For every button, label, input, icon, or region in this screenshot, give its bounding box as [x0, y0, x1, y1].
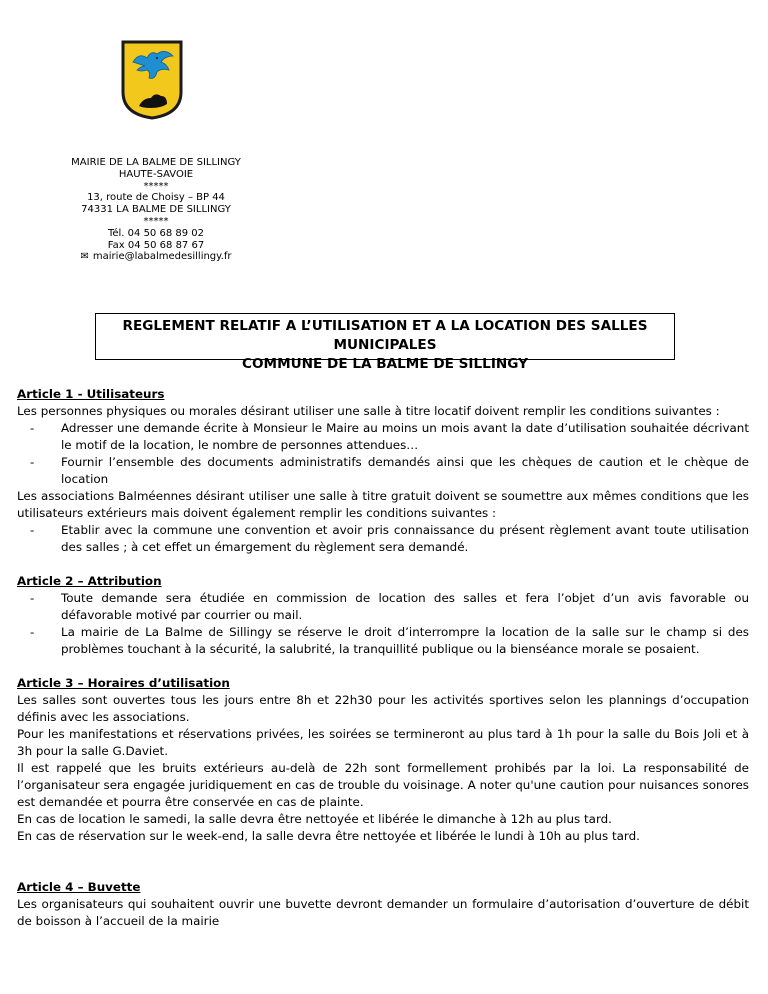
article-3-paragraph: En cas de location le samedi, la salle devra être nettoyée et libérée le dimanche à 12h au plus tard.	[17, 812, 612, 826]
article-2-title: Article 2 – Attribution	[17, 574, 162, 588]
header-email-row	[50, 251, 262, 263]
article-3-paragraph: Les salles sont ouvertes tous les jours entre 8h et 22h30 pour les activités sportives selon les plannings d’occupation définis avec les associations.	[17, 693, 749, 724]
article-1-intro: Les personnes physiques ou morales désirant utiliser une salle à titre locatif doivent remplir les conditions suivantes :	[17, 404, 720, 418]
document-title-line2: COMMUNE DE LA BALME DE SILLINGY	[242, 356, 528, 372]
header-line: *****	[143, 215, 169, 227]
regulation-body	[17, 386, 749, 930]
article-1-bullet: - Etablir avec la commune une convention et avoir pris connaissance du présent règlement avant toute utilisation des salles ; à cet effet un émargement du règlement sera demandé.	[30, 523, 749, 554]
envelope-icon: ✉	[80, 251, 89, 263]
article-3-paragraph: Pour les manifestations et réservations privées, les soirées se termineront au plus tard à 1h pour la salle du Bois Joli et à 3h pour la salle G.Daviet.	[17, 727, 749, 758]
article-4-title: Article 4 – Buvette	[17, 880, 141, 894]
article-3-paragraph: En cas de réservation sur le week-end, la salle devra être nettoyée et libérée le lundi à 10h au plus tard.	[17, 829, 640, 843]
article-1-title: Article 1 - Utilisateurs	[17, 387, 165, 401]
header-phone: Tél. 04 50 68 89 02	[107, 227, 205, 239]
document-title-box	[95, 313, 675, 372]
header-line: HAUTE-SAVOIE	[118, 168, 194, 180]
document-title-line1: REGLEMENT RELATIF A L’UTILISATION ET A LA LOCATION DES SALLES MUNICIPALES	[122, 318, 648, 353]
article-1-bullet: - Fournir l’ensemble des documents administratifs demandés ainsi que les chèques de caution et le chèque de location	[30, 455, 749, 486]
article-4-text: Les organisateurs qui souhaitent ouvrir une buvette devront demander un formulaire d’autorisation d’ouverture de débit de boisson à l’accueil de la mairie	[17, 897, 749, 928]
article-2-bullet: - Toute demande sera étudiée en commission de location des salles et fera l’objet d’un avis favorable ou défavorable motivé par courrier ou mail.	[30, 591, 749, 622]
article-1-associations: Les associations Balméennes désirant utiliser une salle à titre gratuit doivent se soumettre aux mêmes conditions que les utilisateurs extérieurs mais doivent également remplir les conditions suivantes :	[17, 489, 749, 520]
municipal-crest-logo	[121, 40, 183, 120]
header-line: *****	[143, 180, 169, 192]
header-fax: Fax 04 50 68 87 67	[107, 239, 205, 251]
header-line: MAIRIE DE LA BALME DE SILLINGY	[71, 157, 241, 168]
article-3-paragraph: Il est rappelé que les bruits extérieurs au-delà de 22h sont formellement prohibés par la loi. La responsabilité de l’organisateur sera engagée juridiquement en cas de trouble du voisinage. A noter qu'une caution pour nuisances sonores est demandée et pourra être conservée en cas de plainte.	[17, 761, 749, 809]
header-line: 13, route de Choisy – BP 44	[87, 192, 225, 204]
article-1-bullet: - Adresser une demande écrite à Monsieur le Maire au moins un mois avant la date d’utilisation souhaitée décrivant le motif de la location, le nombre de personnes attendues…	[30, 421, 749, 452]
mairie-address-block	[50, 157, 262, 263]
article-2-bullet: - La mairie de La Balme de Sillingy se réserve le droit d’interrompre la location de la salle sur le champ si des problèmes touchant à la sécurité, la salubrité, la tranquillité publique ou la bienséance morale se posaient.	[30, 625, 749, 656]
header-line: 74331 LA BALME DE SILLINGY	[81, 204, 231, 216]
article-3-title: Article 3 – Horaires d’utilisation	[17, 676, 230, 690]
header-email[interactable]: mairie@labalmedesillingy.fr	[92, 251, 232, 263]
